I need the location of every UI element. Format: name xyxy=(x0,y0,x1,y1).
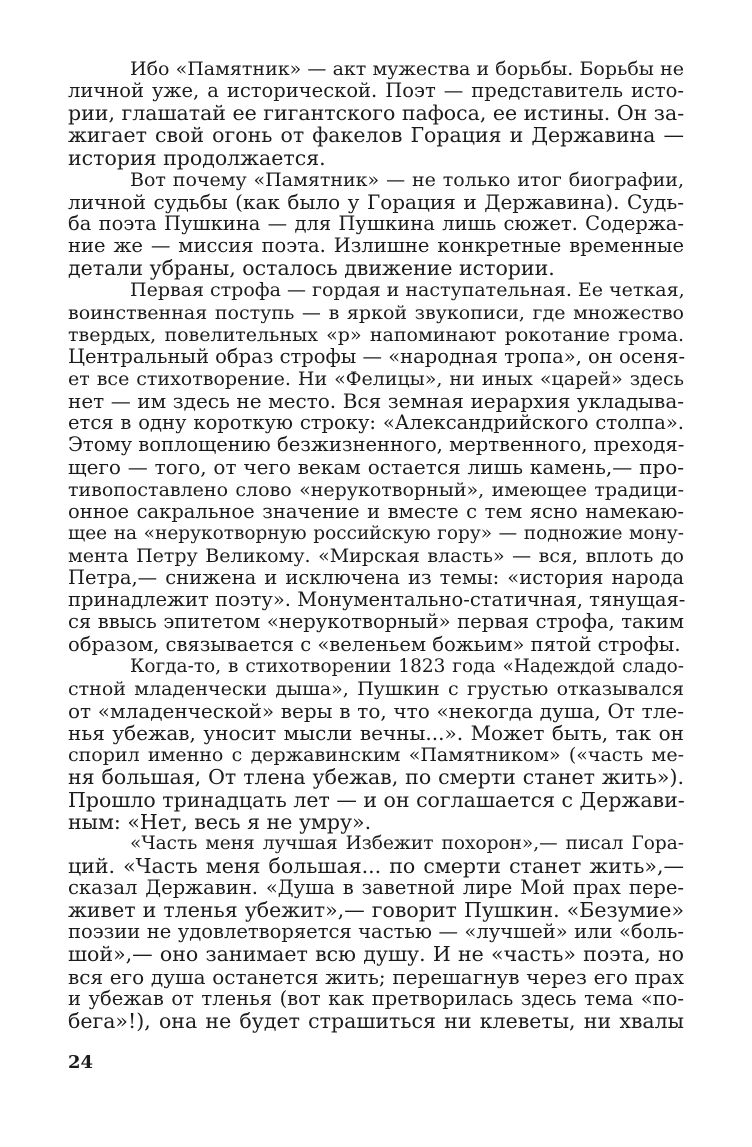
text-line: ба поэта Пушкина — для Пушкина лишь сюжет. Содержа- xyxy=(68,211,684,235)
text-line: ется в одну короткую строку: «Александрийского столпа». xyxy=(68,411,684,435)
text-line: личной уже, а исторической. Поэт — представитель исто- xyxy=(68,79,684,103)
text-line: ций. «Часть меня большая... по смерти станет жить»,— xyxy=(68,853,684,878)
text-line: ет все стихотворение. Ни «Фелицы», ни иных «царей» здесь xyxy=(68,367,684,390)
text-line: ня большая, От тлена убежав, по смерти станет жить»). xyxy=(68,765,684,790)
text-line: «Часть меня лучшая Избежит похорон»,— писал Гора- xyxy=(130,832,684,854)
text-line: рии, глашатай ее гигантского пафоса, ее истины. Он за- xyxy=(68,101,685,126)
text-line: мента Петру Великому. «Мирская власть» — вся, вплоть до xyxy=(68,545,684,567)
text-line: детали убраны, осталось движение истории. xyxy=(68,256,555,281)
text-line: ся ввысь эпитетом «нерукотворный» первая строфа, таким xyxy=(68,610,684,634)
text-line: образом, связывается с «веленьем божьим» пятой строфы. xyxy=(68,632,681,656)
text-line: нья убежав, уносит мысли вечны...». Может быть, так он xyxy=(68,721,684,746)
text-line: нет — им здесь не место. Вся земная иерархия укладыва- xyxy=(68,389,684,414)
text-line: живет и тленья убежит»,— говорит Пушкин. «Безумие» xyxy=(68,898,684,923)
text-line: тивопоставлено слово «нерукотворный», имеющее традици- xyxy=(68,478,684,501)
text-line: шой»,— оно занимает всю душу. И не «часть» поэта, но xyxy=(68,942,684,967)
text-line: Вот почему «Памятник» — не только итог биографии, xyxy=(130,168,684,191)
text-line: онное сакральное значение и вместе с тем ясно намекаю- xyxy=(68,499,684,523)
text-line: личной судьбы (как было у Горация и Державина). Судь- xyxy=(68,189,684,214)
text-line: ние же — миссия поэта. Излишне конкретные временные xyxy=(68,234,684,258)
text-line: принадлежит поэту». Монументально-статичная, тянущая- xyxy=(68,588,686,612)
text-line: Этому воплощению безжизненного, мертвенного, преходя- xyxy=(68,433,685,457)
text-line: и убежав от тленья (вот как претворилась здесь тема «по- xyxy=(68,986,684,1010)
text-line: щее на «нерукотворную российскую гору» — подножие мону- xyxy=(68,522,684,544)
text-line: Центральный образ строфы — «народная тропа», он осеня- xyxy=(68,344,686,368)
text-line: щего — того, от чего векам остается лишь камень,— про- xyxy=(68,455,684,480)
text-line: Прошло тринадцать лет — и он соглашается с Держави- xyxy=(68,787,685,812)
text-line: бега»!), она не будет страшиться ни клеветы, ни хвалы xyxy=(68,1008,684,1033)
text-line: воинственная поступь — в яркой звукописи, где множество xyxy=(68,301,684,324)
text-line: Когда-то, в стихотворении 1823 года «Надеждой сладо- xyxy=(130,655,684,677)
text-line: жигает свой огонь от факелов Горация и Державина — xyxy=(68,123,684,148)
text-line: ным: «Нет, весь я не умру». xyxy=(68,809,372,834)
page-number: 24 xyxy=(68,1052,94,1073)
text-line: сказал Державин. «Душа в заветной лире Мой прах пере- xyxy=(68,876,684,900)
text-line: от «младенческой» веры в то, что «некогда душа, От тле- xyxy=(68,698,684,723)
text-line: вся его душа останется жить; перешагнув через его прах xyxy=(68,964,684,989)
text-line: спорил именно с державинским «Памятником» («часть ме- xyxy=(68,744,684,767)
text-line: стной младенчески дыша», Пушкин с грустью отказывался xyxy=(68,677,684,700)
text-line: твердых, повелительных «р» напоминают рокотание грома. xyxy=(68,323,684,346)
text-line: Ибо «Памятник» — акт мужества и борьбы. Борьбы не xyxy=(130,58,684,80)
text-line: история продолжается. xyxy=(68,145,326,170)
text-line: Петра,— снижена и исключена из темы: «история народа xyxy=(68,566,684,590)
text-line: Первая строфа — гордая и наступательная. Ее четкая, xyxy=(130,279,685,302)
text-line: поэзии не удовлетворяется частью — «лучшей» или «боль- xyxy=(68,920,684,944)
